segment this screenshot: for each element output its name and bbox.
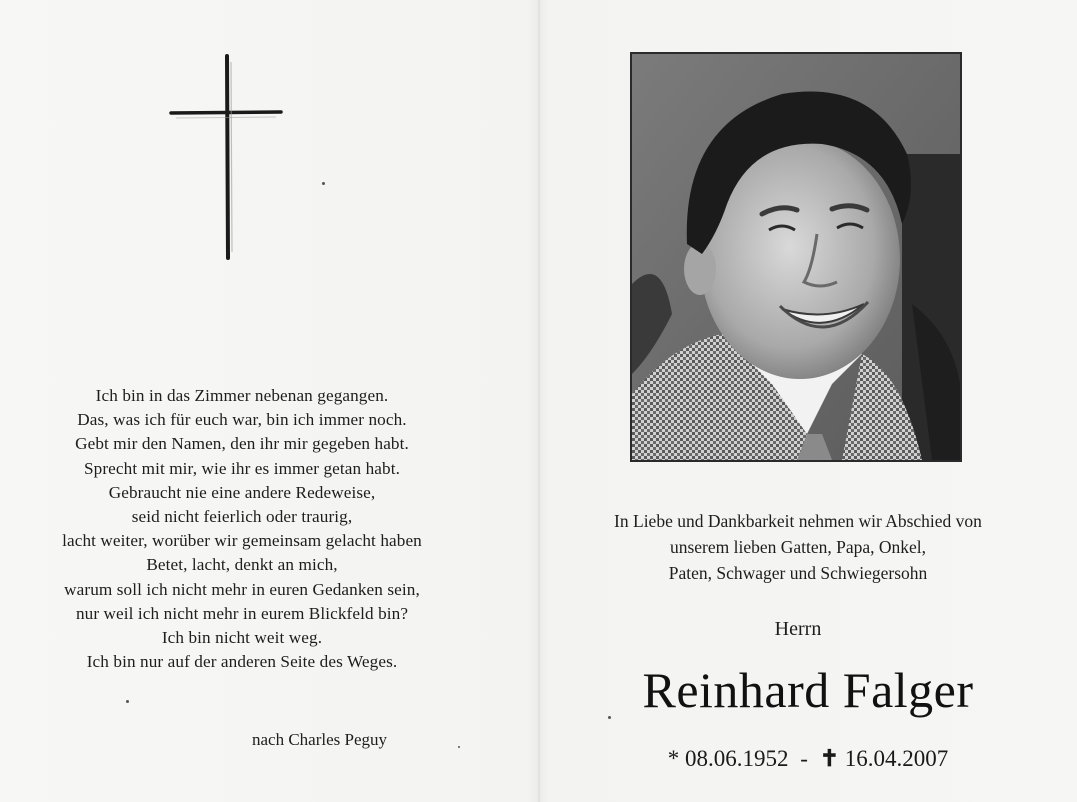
poem-line: warum soll ich nicht mehr in euren Gedanken sein,: [64, 579, 420, 599]
portrait-photo: [630, 52, 962, 462]
poem-line: Gebt mir den Namen, den ihr mir gegeben habt.: [75, 434, 409, 454]
farewell-text: [548, 508, 1048, 586]
poem-line: Ich bin in das Zimmer nebenan gegangen.: [95, 386, 389, 405]
scan-speck: [322, 182, 325, 185]
poem-attribution: nach Charles Peguy: [252, 730, 388, 749]
cross-icon: [168, 52, 284, 262]
farewell-line: Paten, Schwager und Schwiegersohn: [668, 563, 928, 583]
scan-speck: [608, 716, 611, 719]
poem-line: Ich bin nur auf der anderen Seite des Weges.: [86, 652, 398, 672]
salutation: Herrn: [774, 618, 822, 640]
card-fold: [538, 0, 540, 802]
death-date: 16.04.2007: [844, 746, 949, 771]
birth-symbol: *: [667, 746, 680, 771]
death-cross-icon: ✝: [819, 746, 839, 771]
poem: [0, 384, 484, 674]
scan-speck: [126, 700, 129, 703]
life-dates: [548, 746, 1068, 772]
farewell-line: In Liebe und Dankbarkeit nehmen wir Abschied von: [614, 511, 982, 531]
scan-speck: [458, 746, 460, 748]
birth-date: 08.06.1952: [685, 746, 789, 771]
farewell-line: unserem lieben Gatten, Papa, Onkel,: [669, 537, 927, 557]
poem-line: Gebraucht nie eine andere Redeweise,: [108, 482, 376, 502]
poem-line: lacht weiter, worüber wir gemeinsam gelacht haben: [62, 531, 422, 551]
date-separator: -: [800, 746, 808, 771]
poem-line: Sprecht mit mir, wie ihr es immer getan habt.: [84, 458, 400, 478]
poem-line: nur weil ich nicht mehr in eurem Blickfeld bin?: [75, 603, 409, 623]
poem-line: Betet, lacht, denkt an mich,: [146, 555, 338, 575]
poem-line: Das, was ich für euch war, bin ich immer noch.: [77, 410, 407, 430]
deceased-name: Reinhard Falger: [642, 662, 974, 718]
poem-line: seid nicht feierlich oder traurig,: [131, 507, 353, 527]
poem-line: Ich bin nicht weit weg.: [161, 628, 323, 648]
